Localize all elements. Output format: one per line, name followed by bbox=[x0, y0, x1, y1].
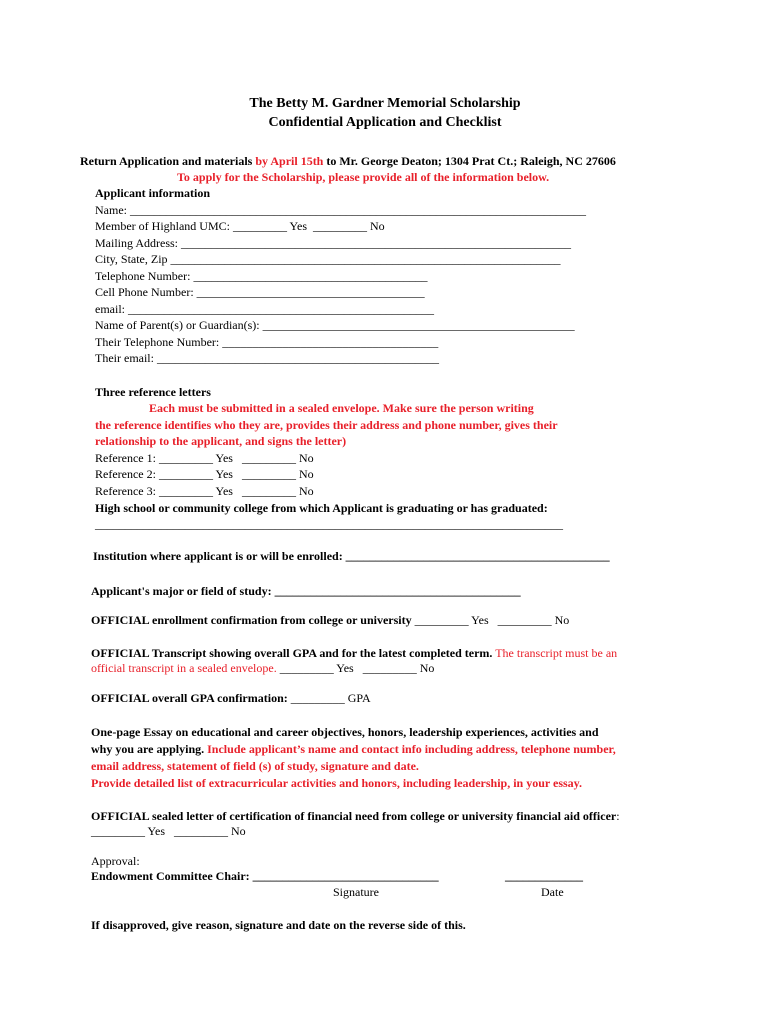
return-text-1: Return Application and materials bbox=[80, 154, 256, 168]
transcript-line-2 bbox=[91, 661, 434, 676]
references-heading: Three reference letters bbox=[95, 385, 211, 399]
institution-field: Institution where applicant is or will be enrolled: ____________________________________________ bbox=[93, 549, 610, 563]
financial-colon: : bbox=[616, 809, 620, 823]
essay-line-4: Provide detailed list of extracurricular activities and honors, including leadership, in your essay. bbox=[91, 776, 583, 790]
parent-email-field: Their email: _______________________________________________ bbox=[95, 351, 439, 365]
enrollment-label: OFFICIAL enrollment confirmation from college or university bbox=[91, 613, 415, 627]
mailing-address-field: Mailing Address: _________________________________________________________________ bbox=[95, 236, 571, 250]
high-school-label: High school or community college from which Applicant is graduating or has graduated: bbox=[95, 501, 548, 515]
financial-line bbox=[91, 809, 620, 824]
applicant-heading: Applicant information bbox=[95, 186, 211, 200]
references-note-1: Each must be submitted in a sealed envelope. Make sure the person writing bbox=[149, 401, 534, 415]
approval-label: Approval: bbox=[91, 854, 140, 868]
essay-line-1: One-page Essay on educational and career objectives, honors, leadership experiences, activities and bbox=[91, 725, 599, 739]
reference-1: Reference 1: _________ Yes _________ No bbox=[95, 451, 314, 465]
page-subtitle: Confidential Application and Checklist bbox=[268, 115, 502, 130]
transcript-line-1 bbox=[91, 646, 617, 661]
financial-answer: _________ Yes _________ No bbox=[91, 824, 246, 838]
apply-instruction: To apply for the Scholarship, please provide all of the information below. bbox=[177, 170, 550, 184]
enrollment-answer: _________ Yes _________ No bbox=[414, 613, 570, 627]
transcript-answer: _________ Yes _________ No bbox=[276, 661, 435, 675]
gpa-label: OFFICIAL overall GPA confirmation: bbox=[91, 691, 291, 705]
return-text-2: to Mr. George Deaton; 1304 Prat Ct.; Raleigh, NC 27606 bbox=[323, 154, 616, 168]
gpa-line bbox=[91, 691, 371, 706]
financial-label: OFFICIAL sealed letter of certification of financial need from college or university financial aid officer bbox=[91, 809, 617, 823]
essay-line-2-black: why you are applying. bbox=[91, 742, 205, 756]
disapproval-note: If disapproved, give reason, signature and date on the reverse side of this. bbox=[91, 918, 466, 932]
date-caption: Date bbox=[541, 885, 564, 899]
member-field: Member of Highland UMC: _________ Yes _________ No bbox=[95, 219, 385, 233]
name-field: Name: ____________________________________________________________________________ bbox=[95, 203, 586, 217]
committee-chair-field: Endowment Committee Chair: _______________________________ bbox=[91, 869, 439, 883]
return-instructions bbox=[80, 154, 616, 169]
essay-line-3: email address, statement of field (s) of study, signature and date. bbox=[91, 759, 419, 773]
deadline-text: by April 15th bbox=[255, 154, 324, 168]
telephone-field: Telephone Number: _______________________________________ bbox=[95, 269, 428, 283]
transcript-note-2: official transcript in a sealed envelope. bbox=[91, 661, 277, 675]
parent-telephone-field: Their Telephone Number: ____________________________________ bbox=[95, 335, 439, 349]
page-title: The Betty M. Gardner Memorial Scholarship bbox=[249, 96, 521, 111]
signature-caption: Signature bbox=[333, 885, 379, 899]
major-field: Applicant's major or field of study: _________________________________________ bbox=[91, 584, 521, 598]
parent-name-field: Name of Parent(s) or Guardian(s): ____________________________________________________ bbox=[95, 318, 575, 332]
high-school-blank: ______________________________________________________________________________ bbox=[95, 517, 563, 531]
city-state-zip-field: City, State, Zip _________________________________________________________________ bbox=[95, 252, 561, 266]
date-blank: _____________ bbox=[505, 869, 583, 883]
reference-2: Reference 2: _________ Yes _________ No bbox=[95, 467, 314, 481]
transcript-label: OFFICIAL Transcript showing overall GPA and for the latest completed term. bbox=[91, 646, 493, 660]
essay-line-2-red: Include applicant’s name and contact info including address, telephone number, bbox=[204, 742, 616, 756]
email-field: email: ___________________________________________________ bbox=[95, 302, 434, 316]
transcript-note-1: The transcript must be an bbox=[492, 646, 618, 660]
cell-phone-field: Cell Phone Number: ______________________________________ bbox=[95, 285, 425, 299]
reference-3: Reference 3: _________ Yes _________ No bbox=[95, 484, 314, 498]
enrollment-line bbox=[91, 613, 569, 628]
essay-line-2 bbox=[91, 742, 616, 757]
references-note-3: relationship to the applicant, and signs the letter) bbox=[95, 434, 347, 448]
gpa-answer: _________ GPA bbox=[290, 691, 371, 705]
references-note-2: the reference identifies who they are, provides their address and phone number, gives their bbox=[95, 418, 558, 432]
